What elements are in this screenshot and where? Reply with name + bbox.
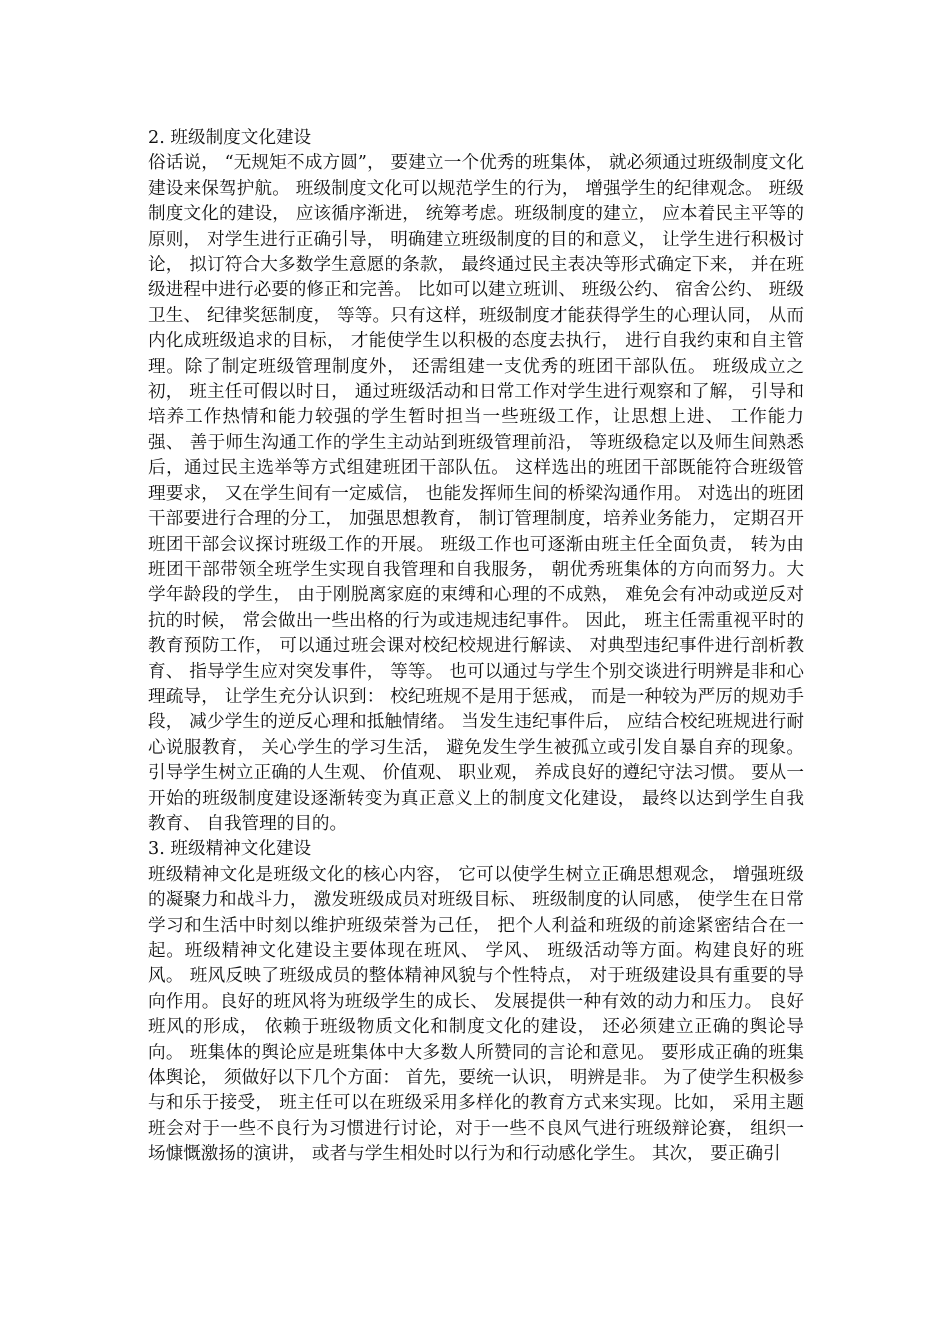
section-body-3: 班级精神文化是班级文化的核心内容， 它可以使学生树立正确思想观念， 增强班级的凝聚力和战斗力， 激发班级成员对班级目标、 班级制度的认同感， 使学生在日常学习和生活中时刻以维护班级荣誉为己任， 把个人利益和班级的前途紧密结合在一起。班级精神文化建设主要体现在班风、 学风、 班级活动等方面。构建良好的班风。 班风反映了班级成员的整体精神风貌与个性特点， 对于班级建设具有重要的导向作用。良好的班风将为班级学生的成长、 发展提供一种有效的动力和压力。 良好班风的形成， 依赖于班级物质文化和制度文化的建设， 还必须建立正确的舆论导向。 班集体的舆论应是班集体中大多数人所赞同的言论和意见。 要形成正确的班集体舆论， 须做好以下几个方面： 首先，要统一认识， 明辨是非。 为了使学生积极参与和乐于接受， 班主任可以在班级采用多样化的教育方式来实现。比如， 采用主题班会对于一些不良行为习惯进行讨论，对于一些不良风气进行班级辩论赛， 组织一场慷慨激扬的演讲， 或者与学生相处时以行为和行动感化学生。 其次， 要正确引 xyxy=(148,864,804,1165)
section-heading-3: 3. 班级精神文化建设 xyxy=(148,839,312,860)
section-body-2: 俗话说， “无规矩不成方圆”， 要建立一个优秀的班集体， 就必须通过班级制度文化建设来保驾护航。 班级制度文化可以规范学生的行为， 增强学生的纪律观念。 班级制度文化的建设， 应该循序渐进， 统筹考虑。班级制度的建立， 应本着民主平等的原则， 对学生进行正确引导， 明确建立班级制度的目的和意义， 让学生进行积极讨论， 拟订符合大多数学生意愿的条款， 最终通过民主表决等形式确定下来， 并在班级进程中进行必要的修正和完善。 比如可以建立班训、 班级公约、 宿舍公约、 班级卫生、 纪律奖惩制度， 等等。只有这样，班级制度才能获得学生的心理认同， 从而内化成班级追求的目标， 才能使学生以积极的态度去执行， 进行自我约束和自主管理。除了制定班级管理制度外， 还需组建一支优秀的班团干部队伍。 班级成立之初， 班主任可假以时日， 通过班级活动和日常工作对学生进行观察和了解， 引导和培养工作热情和能力较强的学生暂时担当一些班级工作，让思想上进、 工作能力强、 善于师生沟通工作的学生主动站到班级管理前沿， 等班级稳定以及师生间熟悉后，通过民主选举等方式组建班团干部队伍。 这样选出的班团干部既能符合班级管理要求， 又在学生间有一定威信， 也能发挥师生间的桥梁沟通作用。 对选出的班团干部要进行合理的分工， 加强思想教育， 制订管理制度，培养业务能力， 定期召开班团干部会议探讨班级工作的开展。 班级工作也可逐渐由班主任全面负责， 转为由班团干部带领全班学生实现自我管理和自我服务， 朝优秀班集体的方向而努力。大学年龄段的学生， 由于刚脱离家庭的束缚和心理的不成熟， 难免会有冲动或逆反对抗的时候， 常会做出一些出格的行为或违规违纪事件。 因此， 班主任需重视平时的教育预防工作， 可以通过班会课对校纪校规进行解读、 对典型违纪事件进行剖析教育、 指导学生应对突发事件， 等等。 也可以通过与学生个别交谈进行明辨是非和心理疏导， 让学生充分认识到： 校纪班规不是用于惩戒， 而是一种较为严厉的规劝手段， 减少学生的逆反心理和抵触情绪。 当发生违纪事件后， 应结合校纪班规进行耐心说服教育， 关心学生的学习生活， 避免发生学生被孤立或引发自暴自弃的现象。 引导学生树立正确的人生观、 价值观、 职业观， 养成良好的遵纪守法习惯。 要从一开始的班级制度建设逐渐转变为真正意义上的制度文化建设， 最终以达到学生自我教育、 自我管理的目的。 xyxy=(148,153,804,834)
document-page xyxy=(148,126,804,1168)
section-heading-2: 2. 班级制度文化建设 xyxy=(148,128,312,148)
